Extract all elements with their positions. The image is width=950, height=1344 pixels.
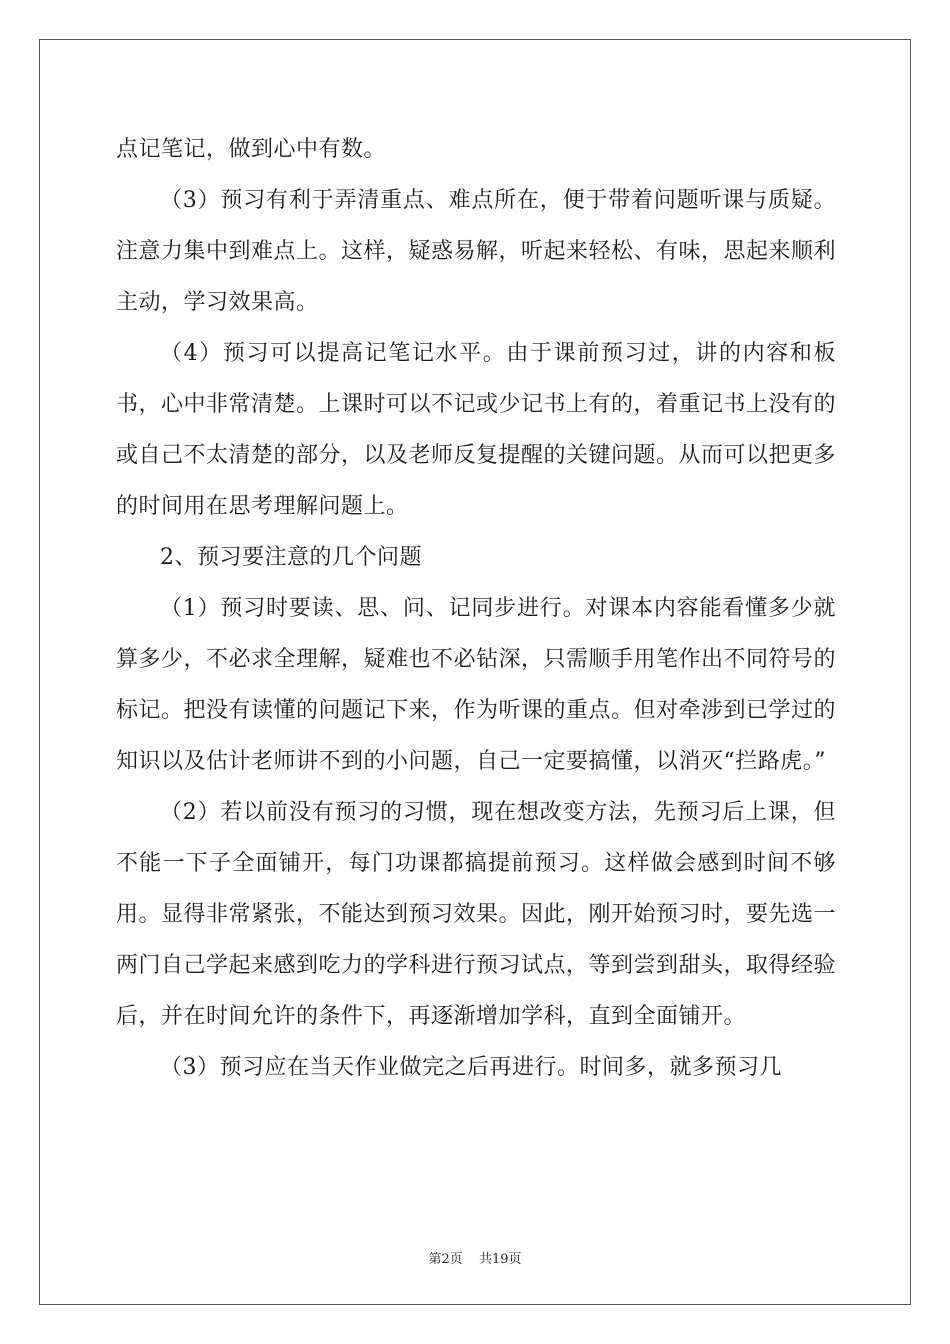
page-total: 共19页 — [478, 1252, 522, 1267]
paragraph-1: 点记笔记，做到心中有数。 — [116, 137, 387, 162]
page-footer — [0, 1248, 950, 1267]
paragraph-5: （2）若以前没有预习的习惯，现在想改变方法，先预习后上课，但不能一下子全面铺开，每门功课都搞提前预习。这样做会感到时间不够用。显得非常紧张，不能达到预习效果。因此，刚开始预习时，要先选一两门自己学起来感到吃力的学科进行预习试点，等到尝到甜头，取得经验后，并在时间允许的条件下，再逐渐增加学科，直到全面铺开。 — [116, 800, 837, 1029]
section-heading: 2、预习要注意的几个问题 — [160, 545, 422, 570]
paragraph-6: （3）预习应在当天作业做完之后再进行。时间多，就多预习几 — [160, 1055, 782, 1080]
paragraph-3: （4）预习可以提高记笔记水平。由于课前预习过，讲的内容和板书，心中非常清楚。上课时可以不记或少记书上有的，着重记书上没有的或自己不太清楚的部分，以及老师反复提醒的关键问题。从而可以把更多的时间用在思考理解问题上。 — [116, 341, 837, 519]
paragraph-2: （3）预习有利于弄清重点、难点所在，便于带着问题听课与质疑。注意力集中到难点上。这样，疑惑易解，听起来轻松、有味，思起来顺利主动，学习效果高。 — [116, 188, 837, 315]
document-body — [116, 124, 836, 1093]
paragraph-4: （1）预习时要读、思、问、记同步进行。对课本内容能看懂多少就算多少，不必求全理解，疑难也不必钻深，只需顺手用笔作出不同符号的标记。把没有读懂的问题记下来，作为听课的重点。但对牵涉到已学过的知识以及估计老师讲不到的小问题，自己一定要搞懂，以消灭“拦路虎。” — [116, 596, 837, 774]
page-number: 第2页 — [428, 1252, 463, 1267]
